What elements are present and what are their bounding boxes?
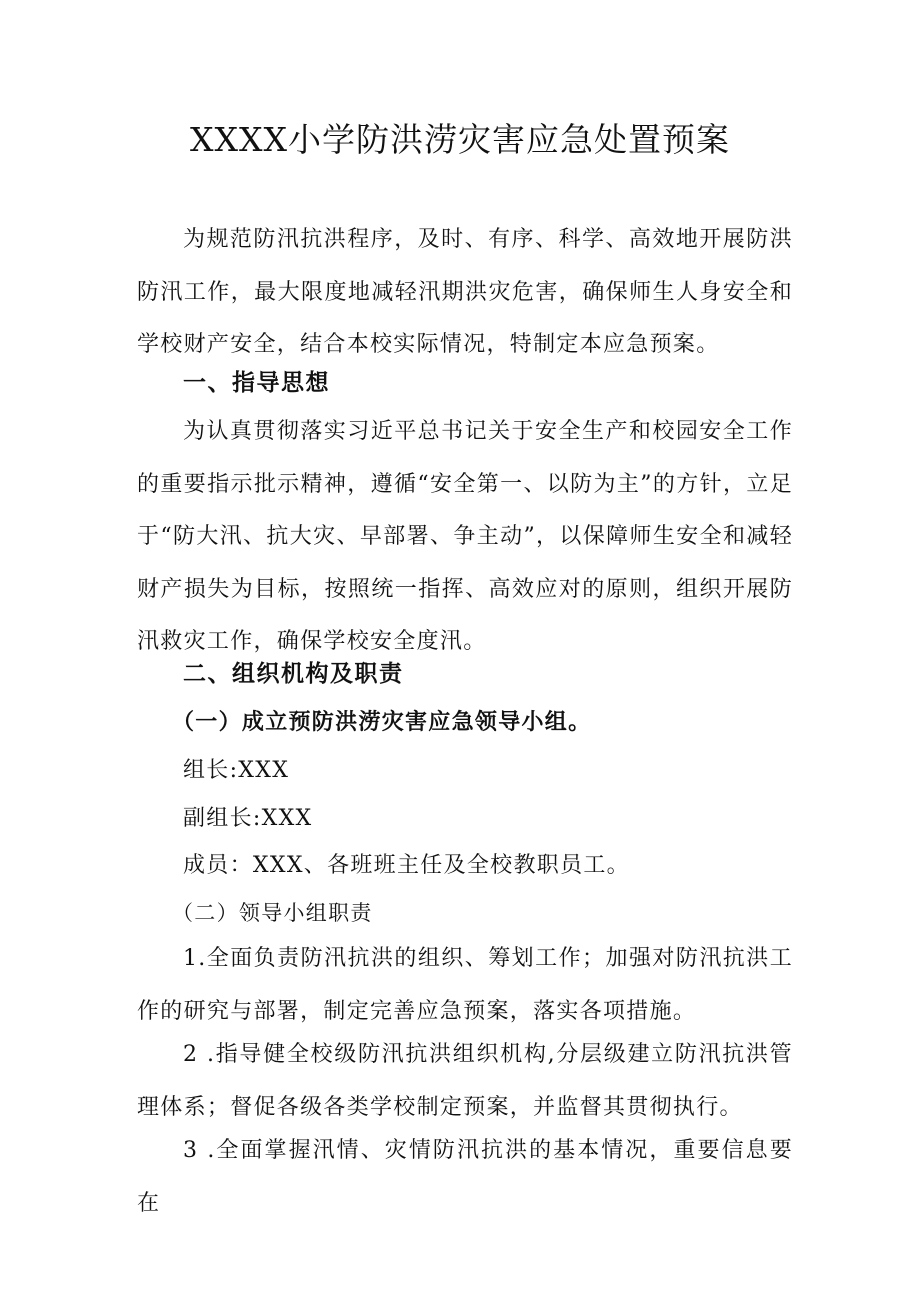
subsection-2-heading: （二）领导小组职责 <box>172 901 373 925</box>
subsection-1-heading: （一）成立预防洪涝灾害应急领导小组。 <box>172 710 592 735</box>
section-2-heading: 二、组织机构及职责 <box>183 661 404 687</box>
members-line: 成员：XXX、各班班主任及全校教职员工。 <box>183 853 630 878</box>
section-1-heading: 一、指导思想 <box>183 370 330 396</box>
duty-item-3: 3 .全面掌握汛情、灾情防汛抗洪的基本情况，重要信息要在 <box>137 1138 793 1216</box>
duty-item-2: 2 .指导健全校级防汛抗洪组织机构,分层级建立防汛抗洪管理体系；督促各级各类学校制定预案，并监督其贯彻执行。 <box>137 1042 793 1120</box>
leader-line: 组长:XXX <box>183 758 290 783</box>
section-1-body: 为认真贯彻落实习近平总书记关于安全生产和校园安全工作的重要指示批示精神，遵循“安全第一、以防为主”的方针，立足于“防大汛、抗大灾、早部署、争主动”，以保障师生安全和减轻财产损失为目标，按照统一指挥、高效应对的原则，组织开展防汛救灾工作，确保学校安全度汛。 <box>137 419 793 655</box>
deputy-leader-line: 副组长:XXX <box>183 806 313 831</box>
intro-paragraph: 为规范防汛抗洪程序，及时、有序、科学、高效地开展防洪防汛工作，最大限度地减轻汛期洪灾危害，确保师生人身安全和学校财产安全，结合本校实际情况，特制定本应急预案。 <box>137 227 793 358</box>
document-title: XXXX小学防洪涝灾害应急处置预案 <box>190 120 730 159</box>
duty-item-1: 1.全面负责防汛抗洪的组织、筹划工作；加强对防汛抗洪工作的研究与部署，制定完善应急预案，落实各项措施。 <box>137 946 793 1024</box>
